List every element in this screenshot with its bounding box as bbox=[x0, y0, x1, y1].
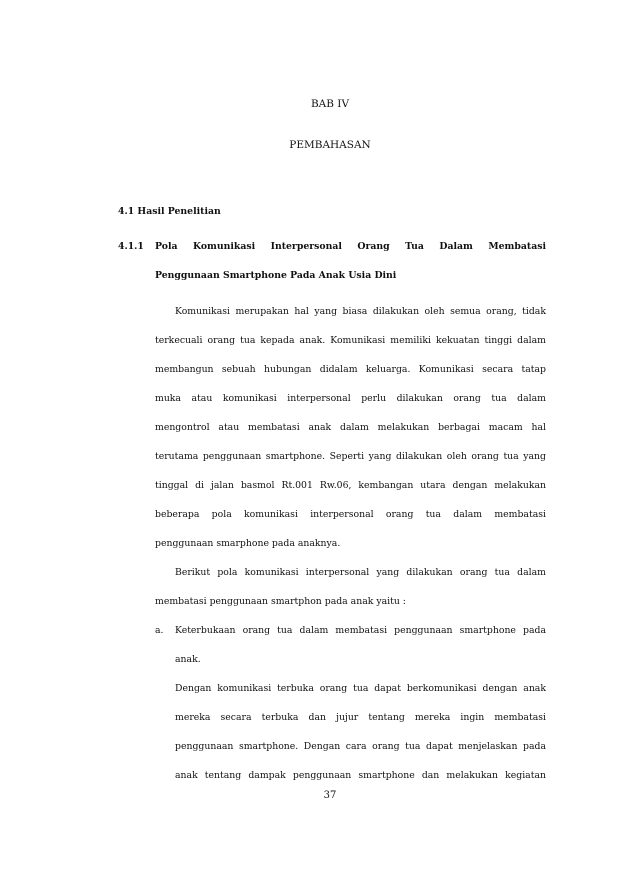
list-item-heading-line: anak. bbox=[175, 654, 201, 665]
subsection-title-line: Penggunaan Smartphone Pada Anak Usia Dini bbox=[155, 270, 397, 281]
chapter-heading: BAB IV bbox=[310, 98, 350, 110]
section-heading: 4.1 Hasil Penelitian bbox=[118, 206, 221, 217]
paragraph-line: penggunaan smarphone pada anaknya. bbox=[155, 538, 341, 549]
paragraph-line: beberapa pola komunikasi interpersonal orang tua dalam membatasi bbox=[155, 509, 546, 520]
chapter-title: PEMBAHASAN bbox=[289, 139, 371, 151]
list-item-heading-line: Keterbukaan orang tua dalam membatasi penggunaan smartphone pada bbox=[175, 625, 546, 636]
page-number: 37 bbox=[323, 790, 337, 801]
paragraph-line: Komunikasi merupakan hal yang biasa dilakukan oleh semua orang, tidak bbox=[175, 306, 546, 317]
subsection-number: 4.1.1 bbox=[118, 241, 144, 252]
list-item-body-line: penggunaan smartphone. Dengan cara orang tua dapat menjelaskan pada bbox=[175, 741, 546, 752]
paragraph-line: terutama penggunaan smartphone. Seperti yang dilakukan oleh orang tua yang bbox=[155, 451, 546, 462]
paragraph-line: mengontrol atau membatasi anak dalam melakukan berbagai macam hal bbox=[155, 422, 546, 433]
paragraph-line: muka atau komunikasi interpersonal perlu dilakukan orang tua dalam bbox=[155, 393, 546, 404]
list-marker: a. bbox=[155, 625, 164, 636]
list-item-body-line: anak tentang dampak penggunaan smartphone dan melakukan kegiatan bbox=[175, 770, 546, 781]
list-item-body-line: mereka secara terbuka dan jujur tentang mereka ingin membatasi bbox=[175, 712, 546, 723]
paragraph-line: tinggal di jalan basmol Rt.001 Rw.06, kembangan utara dengan melakukan bbox=[155, 480, 546, 491]
paragraph-line: membangun sebuah hubungan didalam keluarga. Komunikasi secara tatap bbox=[155, 364, 546, 375]
subsection-title-line: Pola Komunikasi Interpersonal Orang Tua Dalam Membatasi bbox=[155, 241, 546, 252]
list-item-body-line: Dengan komunikasi terbuka orang tua dapat berkomunikasi dengan anak bbox=[175, 683, 546, 694]
paragraph-line: Berikut pola komunikasi interpersonal yang dilakukan orang tua dalam bbox=[175, 567, 546, 578]
paragraph-line: membatasi penggunaan smartphon pada anak yaitu : bbox=[155, 596, 406, 607]
paragraph-line: terkecuali orang tua kepada anak. Komunikasi memiliki kekuatan tinggi dalam bbox=[155, 335, 546, 346]
